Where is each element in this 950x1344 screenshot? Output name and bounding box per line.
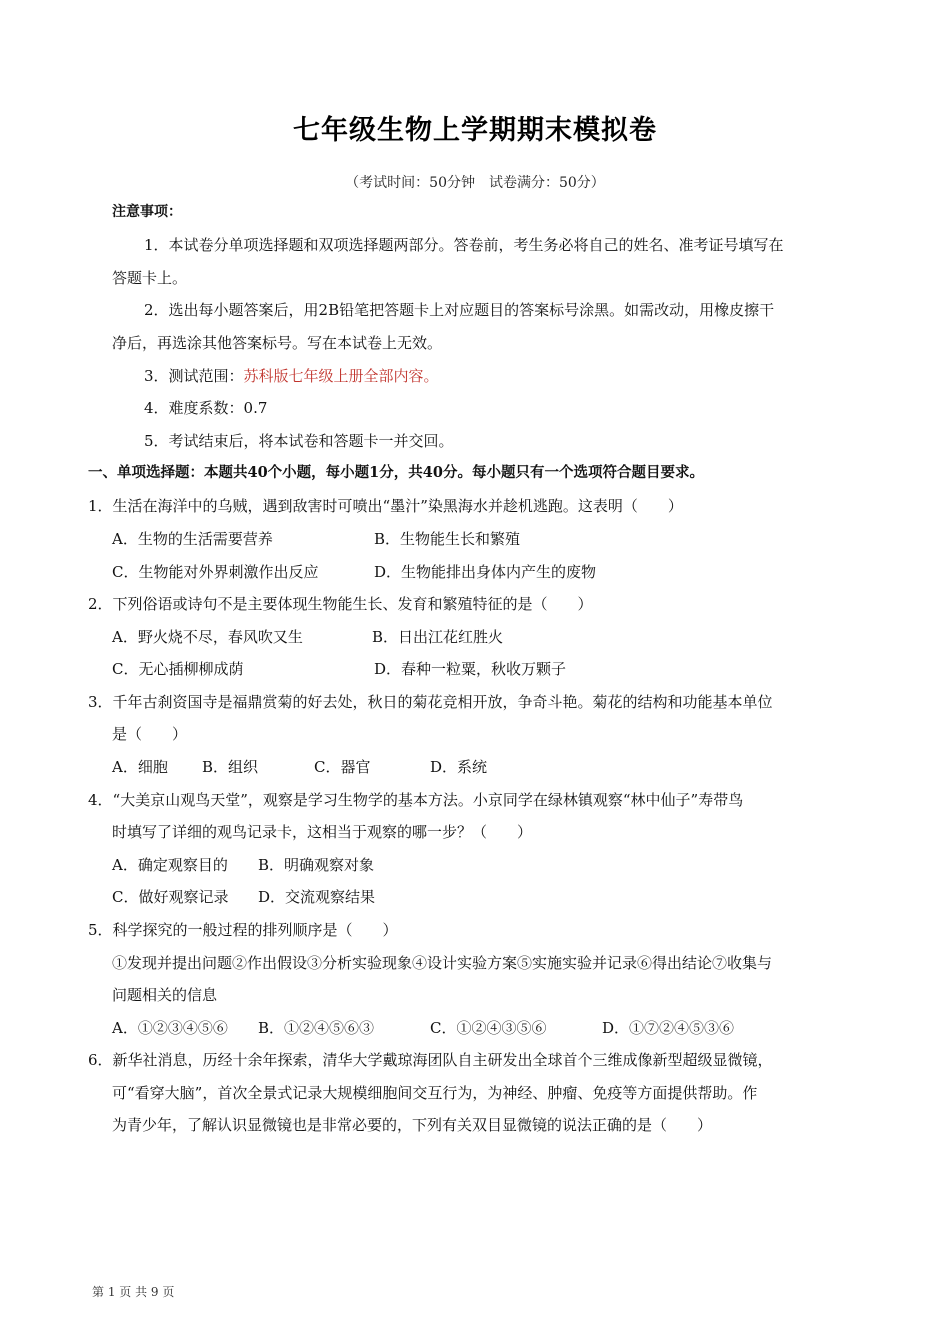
page-footer: 第 1 页 共 9 页 xyxy=(92,1285,175,1299)
notice-1-line-1: 1．本试卷分单项选择题和双项选择题两部分。答卷前，考生务必将自己的姓名、准考证号填写在 xyxy=(144,236,784,254)
question-3-option-b: B．组织 xyxy=(202,758,259,776)
question-6-stem-line-3: 为青少年，了解认识显微镜也是非常必要的，下列有关双目显微镜的说法正确的是（ ） xyxy=(112,1116,713,1134)
question-2-option-a: A．野火烧不尽，春风吹又生 xyxy=(112,628,303,646)
notice-heading: 注意事项： xyxy=(112,204,182,220)
question-1-stem: 1．生活在海洋中的乌贼，遇到敌害时可喷出“墨汁”染黑海水并趁机逃跑。这表明（ ） xyxy=(88,497,683,515)
question-3-stem-line-1: 3．千年古刹资国寺是福鼎赏菊的好去处，秋日的菊花竞相开放，争奇斗艳。菊花的结构和功能基本单位 xyxy=(88,693,773,711)
question-4-stem-line-2: 时填写了详细的观鸟记录卡，这相当于观察的哪一步？（ ） xyxy=(112,823,533,841)
question-5-option-a: A．①②③④⑤⑥ xyxy=(112,1019,228,1037)
notice-4: 4．难度系数：0.7 xyxy=(144,399,268,417)
question-6-stem-line-2: 可“看穿大脑”，首次全景式记录大规模细胞间交互行为，为神经、肿瘤、免疫等方面提供帮助。作 xyxy=(112,1084,758,1102)
question-5-option-c: C．①②④③⑤⑥ xyxy=(430,1019,547,1037)
question-2-option-b: B．日出江花红胜火 xyxy=(372,628,504,646)
exam-info: （考试时间：50分钟 试卷满分：50分） xyxy=(345,175,605,191)
question-1-option-d: D．生物能排出身体内产生的废物 xyxy=(374,563,597,581)
question-2-option-d: D．春种一粒粟，秋收万颗子 xyxy=(374,660,567,678)
question-2-stem: 2．下列俗语或诗句不是主要体现生物能生长、发育和繁殖特征的是（ ） xyxy=(88,595,593,613)
question-5-info-line-1: ①发现并提出问题②作出假设③分析实验现象④设计实验方案⑤实施实验并记录⑥得出结论⑦收集与 xyxy=(112,954,773,972)
question-1-option-b: B．生物能生长和繁殖 xyxy=(374,530,521,548)
question-6-stem-line-1: 6．新华社消息，历经十余年探索，清华大学戴琼海团队自主研发出全球首个三维成像新型超级显微镜， xyxy=(88,1051,773,1069)
page-title: 七年级生物上学期期末模拟卷 xyxy=(293,115,657,146)
test-range: 苏科版七年级上册全部内容。 xyxy=(243,367,439,385)
question-4-option-c: C．做好观察记录 xyxy=(112,888,229,906)
question-4-stem-line-1: 4．“大美京山观鸟天堂”，观察是学习生物学的基本方法。小京同学在绿林镇观察“林中仙子”寿带鸟 xyxy=(88,791,744,809)
notice-3 xyxy=(144,366,439,386)
notice-3-prefix: 3．测试范围： xyxy=(144,367,244,385)
notice-1-line-2: 答题卡上。 xyxy=(112,269,188,287)
question-3-option-a: A．细胞 xyxy=(112,758,168,776)
question-3-option-d: D．系统 xyxy=(430,758,488,776)
notice-2-line-1: 2．选出每小题答案后，用2B铅笔把答题卡上对应题目的答案标号涂黑。如需改动，用橡皮擦干 xyxy=(144,301,775,319)
question-3-stem-line-2: 是（ ） xyxy=(112,725,188,743)
notice-2-line-2: 净后，再选涂其他答案标号。写在本试卷上无效。 xyxy=(112,334,443,352)
question-1-option-c: C．生物能对外界刺激作出反应 xyxy=(112,563,319,581)
question-5-stem: 5．科学探究的一般过程的排列顺序是（ ） xyxy=(88,921,398,939)
question-4-option-d: D．交流观察结果 xyxy=(258,888,376,906)
question-2-option-c: C．无心插柳柳成荫 xyxy=(112,660,244,678)
notice-5: 5．考试结束后，将本试卷和答题卡一并交回。 xyxy=(144,432,454,450)
section-heading: 一、单项选择题：本题共40个小题，每小题1分，共40分。每小题只有一个选项符合题目要求。 xyxy=(88,464,704,481)
question-5-option-b: B．①②④⑤⑥③ xyxy=(258,1019,375,1037)
question-5-option-d: D．①⑦②④⑤③⑥ xyxy=(602,1019,735,1037)
question-1-option-a: A．生物的生活需要营养 xyxy=(112,530,273,548)
question-4-option-b: B．明确观察对象 xyxy=(258,856,375,874)
question-3-option-c: C．器官 xyxy=(314,758,371,776)
question-4-option-a: A．确定观察目的 xyxy=(112,856,228,874)
question-5-info-line-2: 问题相关的信息 xyxy=(112,986,218,1004)
